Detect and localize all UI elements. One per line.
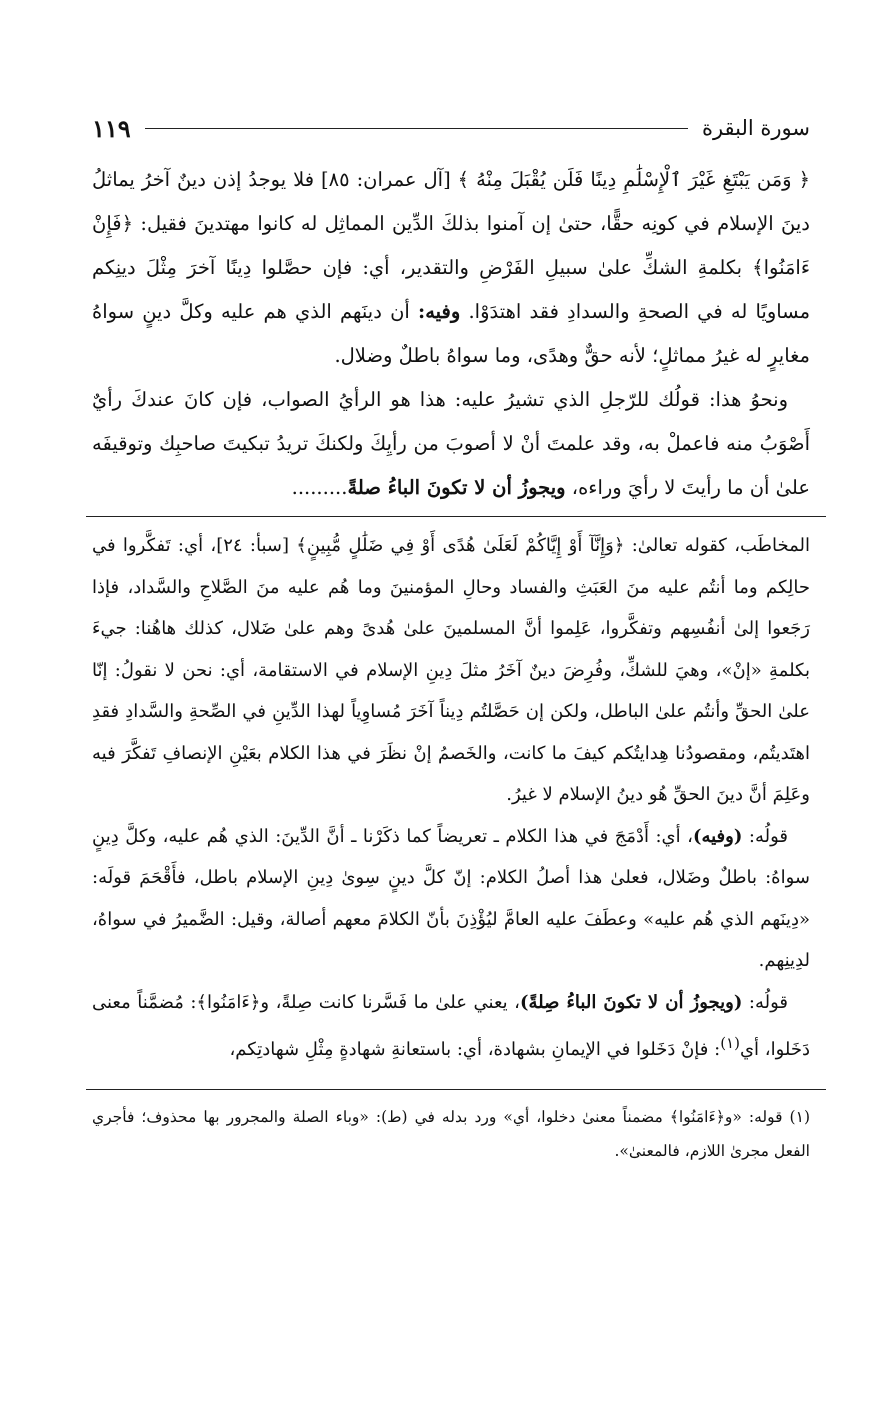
main-paragraph-bold: ويجوزُ أن لا تكونَ الباءُ صلةً xyxy=(347,476,566,499)
footnote-1: (١) قوله: «و﴿ءَامَنُوا﴾ مضمناً معنىٰ دخلوا، أي» ورد بدله في (ط): «وباء الصلة والمجرور بها محذوف؛ فأجري الفعل مجرىٰ اللازم، فالمعنىٰ». xyxy=(92,1107,810,1160)
commentary-paragraph: المخاطَب، كقوله تعالىٰ: ﴿وَإِنَّآ أَوْ إِيَّاكُمْ لَعَلَىٰ هُدًى أَوْ فِي ضَلَٰلٍ مُّبِينٍ﴾ [سبأ: ٢٤]، أي: تَفكَّروا في حالِكم وما أنتُم عليه منَ العَبَثِ والفساد وحالِ المؤمنينَ وما هُم عليه منَ الصَّلاحِ والسَّداد، فإذا رَجَعوا إلىٰ أنفُسِهم وتفكَّروا، عَلِموا أنَّ المسلمينَ علىٰ هُدىً وهم علىٰ ضَلال، كذلك هاهُنا: جيءَ بكلمةِ «إنْ»، وهيَ للشكِّ، وفُرِضَ دينٌ آخَرُ مثلَ دِينِ الإسلام في الاستقامة، أي: نحن لا نقولُ: إنّا علىٰ الحقِّ وأنتُم علىٰ الباطل، ولكن إن حَصَّلتُم دِيناً آخَرَ مُساوِياً لهذا الدِّينِ في الصِّحةِ والسَّدادِ فقدِ اهتَديتُم، ومقصودُنا هِدايتُكم كيفَ ما كانت، والخَصمُ إنْ نظَرَ في هذا الكلام بعَيْنِ الإنصافِ تَفكَّرَ فيه وعَلِمَ أنَّ دينَ الحقِّ هُو دينُ الإسلام لا غيرُ. xyxy=(92,535,810,805)
main-separator xyxy=(86,516,826,517)
main-paragraph-bold: وفيه: xyxy=(418,300,461,323)
commentary-bold: (وفيه) xyxy=(692,825,743,847)
footnotes xyxy=(92,1100,810,1168)
commentary-lead: قولُه: xyxy=(748,825,788,847)
main-paragraph xyxy=(92,378,810,510)
commentary-text: ، يعني علىٰ ما فَسَّرنا كانت صِلةً، و﴿ءَامَنُوا﴾: مُضمَّناً معنى دَخَلوا، أي xyxy=(92,991,810,1060)
commentary-lead: قولُه: xyxy=(748,991,788,1013)
main-paragraph-tail: أن دينَهم الذي هم عليه وكلَّ دينٍ سواهُ مغايرٍ له غيرُ مماثلٍ؛ لأنه حقٌّ وهدًى، وما سواهُ باطلٌ وضلال. xyxy=(92,300,810,367)
commentary xyxy=(92,525,810,1071)
commentary-text: ، أي: أَدْمَجَ في هذا الكلام ـ تعريضاً كما ذكَرْنا ـ أنَّ الدِّينَ: الذي هُم عليه، وكلَّ دِينٍ سواهُ: باطلٌ وضَلال، فعلىٰ هذا أصلُ الكلام: إنّ كلَّ دينٍ سِوىٰ دِينِ الإسلام باطل، فأَقْحَمَ قولَه: «دِينَهم الذي هُم عليه» وعطَفَ عليه العامَّ ليُؤْذِنَ بأنّ الكلامَ معهم أصالة، وقيل: الضَّميرُ في سواهُ، لدِينِهم. xyxy=(92,825,810,971)
footnote-separator xyxy=(86,1089,826,1090)
commentary-bold: (ويجوزُ أن لا تكونَ الباءُ صِلةً) xyxy=(519,991,743,1013)
continuation-dots: ......... xyxy=(291,476,348,499)
main-paragraph-text: ونحوُ هذا: قولُك للرّجلِ الذي تشيرُ عليه: هذا هو الرأيُ الصواب، فإن كانَ عندكَ رأيٌ أَصْوَبُ منه فاعملْ به، وقد علمتَ أنْ لا أصوبَ من رأيِكَ ولكنكَ تريدُ تبكيتَ صاحبِك وتوقيفَه علىٰ أن ما رأيتَ لا رأيَ وراءه، xyxy=(92,388,810,499)
commentary-paragraph xyxy=(92,982,810,1071)
page-number: ١١٩ xyxy=(92,113,131,143)
main-text xyxy=(92,158,810,510)
book-page xyxy=(92,108,810,1168)
page-header xyxy=(92,108,810,148)
main-paragraph xyxy=(92,158,810,378)
commentary-tail: : فإنْ دَخَلوا في الإيمانِ بشهادة، أي: باستعانةِ شهادةٍ مِثْلِ شهادتِكم، xyxy=(229,1039,721,1060)
surah-title: سورة البقرة xyxy=(701,116,810,140)
main-paragraph-text: ﴿ وَمَن يَبْتَغِ غَيْرَ ٱلْإِسْلَٰمِ دِينًا فَلَن يُقْبَلَ مِنْهُ ﴾ [آل عمران: ٨٥] فلا يوجدُ إذن دينٌ آخرُ يماثلُ دينَ الإسلام في كونِه حقًّا، حتىٰ إن آمنوا بذلكَ الدِّين المماثِل له كانوا مهتدينَ فقيل: ﴿فَإِنْ ءَامَنُوا﴾ بكلمةِ الشكِّ علىٰ سبيلِ الفَرْضِ والتقدير، أي: فإن حصَّلوا دِينًا آخرَ مِثْلَ دينِكم مساويًا له في الصحةِ والسدادِ فقد اهتدَوْا. xyxy=(92,168,811,323)
header-rule xyxy=(145,128,688,129)
footnote-reference[interactable]: (١) xyxy=(720,1034,740,1052)
commentary-paragraph xyxy=(92,816,810,982)
